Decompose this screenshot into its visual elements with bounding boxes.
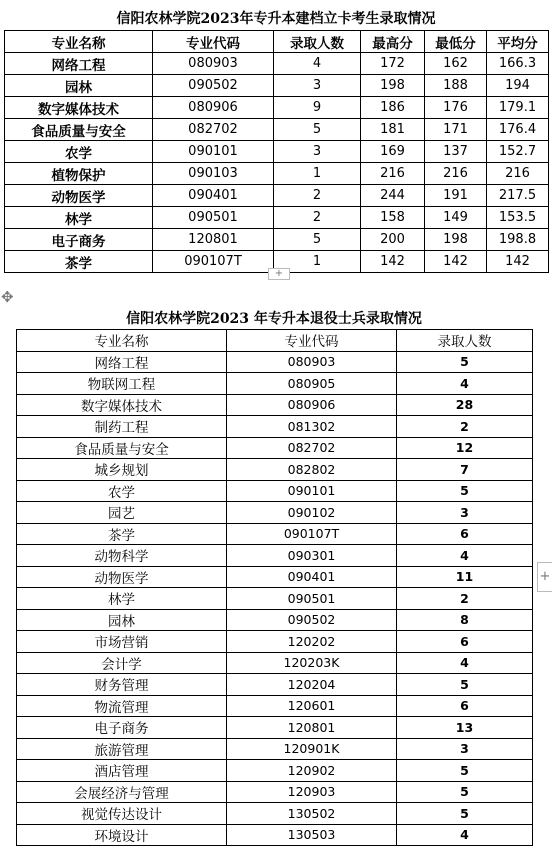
table2-cell: 物联网工程 bbox=[17, 373, 227, 395]
add-row-plus-icon[interactable]: + bbox=[268, 268, 290, 280]
table-row bbox=[17, 416, 533, 438]
table1-cell: 茶学 bbox=[5, 251, 153, 273]
table1-cell: 191 bbox=[425, 185, 487, 207]
table1-header-cell: 最高分 bbox=[361, 31, 425, 53]
table2-header-row bbox=[17, 330, 533, 352]
table-row bbox=[17, 502, 533, 524]
table2-cell: 会展经济与管理 bbox=[17, 781, 227, 803]
table2-header-cell: 专业代码 bbox=[227, 330, 397, 352]
table2-cell: 4 bbox=[397, 652, 533, 674]
table1-cell: 244 bbox=[361, 185, 425, 207]
table1-cell: 171 bbox=[425, 119, 487, 141]
table1-cell: 142 bbox=[487, 251, 549, 273]
table-row bbox=[17, 394, 533, 416]
table-row bbox=[17, 523, 533, 545]
table2-cell: 会计学 bbox=[17, 652, 227, 674]
table2-cell: 8 bbox=[397, 609, 533, 631]
table1-cell: 198.8 bbox=[487, 229, 549, 251]
table2-cell: 120203K bbox=[227, 652, 397, 674]
table2-cell: 数字媒体技术 bbox=[17, 394, 227, 416]
table2-cell: 5 bbox=[397, 803, 533, 825]
table2-cell: 5 bbox=[397, 480, 533, 502]
table1-title: 信阳农林学院2023年专升本建档立卡考生录取情况 bbox=[116, 11, 436, 27]
table2-cell: 130502 bbox=[227, 803, 397, 825]
table2-cell: 082702 bbox=[227, 437, 397, 459]
table1-header-cell: 专业名称 bbox=[5, 31, 153, 53]
table2-cell: 120202 bbox=[227, 631, 397, 653]
table1-cell: 179.1 bbox=[487, 97, 549, 119]
table1-cell: 080903 bbox=[153, 53, 274, 75]
table2-cell: 11 bbox=[397, 566, 533, 588]
table2-cell: 林学 bbox=[17, 588, 227, 610]
table1-header-cell: 专业代码 bbox=[153, 31, 274, 53]
table1-cell: 3 bbox=[274, 75, 361, 97]
table1-cell: 198 bbox=[425, 229, 487, 251]
table2-cell: 电子商务 bbox=[17, 717, 227, 739]
table2-cell: 物流管理 bbox=[17, 695, 227, 717]
table1-cell: 216 bbox=[361, 163, 425, 185]
table1-cell: 090501 bbox=[153, 207, 274, 229]
table1-cell: 090502 bbox=[153, 75, 274, 97]
table-row bbox=[17, 674, 533, 696]
table2-cell: 120801 bbox=[227, 717, 397, 739]
table2-cell: 081302 bbox=[227, 416, 397, 438]
table2-cell: 5 bbox=[397, 760, 533, 782]
table1-cell: 植物保护 bbox=[5, 163, 153, 185]
table2-cell: 农学 bbox=[17, 480, 227, 502]
table1-cell: 198 bbox=[361, 75, 425, 97]
table-row bbox=[5, 53, 549, 75]
table-row bbox=[17, 459, 533, 481]
table1-cell: 4 bbox=[274, 53, 361, 75]
table2-cell: 120601 bbox=[227, 695, 397, 717]
table2-cell: 120901K bbox=[227, 738, 397, 760]
table2-cell: 动物科学 bbox=[17, 545, 227, 567]
table2-cell: 080906 bbox=[227, 394, 397, 416]
table-row bbox=[17, 760, 533, 782]
table1-cell: 176 bbox=[425, 97, 487, 119]
table2-header-cell: 专业名称 bbox=[17, 330, 227, 352]
table2-cell: 食品质量与安全 bbox=[17, 437, 227, 459]
table-row bbox=[5, 119, 549, 141]
table1-cell: 080906 bbox=[153, 97, 274, 119]
table1-cell: 082702 bbox=[153, 119, 274, 141]
table1-cell: 142 bbox=[425, 251, 487, 273]
table-row bbox=[17, 545, 533, 567]
table2-cell: 5 bbox=[397, 781, 533, 803]
table2-header-cell: 录取人数 bbox=[397, 330, 533, 352]
table1-cell: 158 bbox=[361, 207, 425, 229]
table2-cell: 5 bbox=[397, 674, 533, 696]
table1-cell: 216 bbox=[487, 163, 549, 185]
table2-cell: 090401 bbox=[227, 566, 397, 588]
table1-cell: 1 bbox=[274, 251, 361, 273]
table1-cell: 176.4 bbox=[487, 119, 549, 141]
table-row bbox=[5, 97, 549, 119]
table1-cell: 林学 bbox=[5, 207, 153, 229]
table2-title: 信阳农林学院2023 年专升本退役士兵录取情况 bbox=[126, 311, 422, 327]
table1-cell: 090103 bbox=[153, 163, 274, 185]
table1-cell: 网络工程 bbox=[5, 53, 153, 75]
table-row bbox=[17, 566, 533, 588]
table1-cell: 1 bbox=[274, 163, 361, 185]
table2-cell: 5 bbox=[397, 351, 533, 373]
table1-cell: 090107T bbox=[153, 251, 274, 273]
table2-cell: 城乡规划 bbox=[17, 459, 227, 481]
table1-header-cell: 平均分 bbox=[487, 31, 549, 53]
table-row bbox=[17, 631, 533, 653]
table1-cell: 2 bbox=[274, 185, 361, 207]
table-row bbox=[17, 738, 533, 760]
table-row bbox=[5, 141, 549, 163]
table1-cell: 217.5 bbox=[487, 185, 549, 207]
table1-cell: 172 bbox=[361, 53, 425, 75]
table1-header-cell: 录取人数 bbox=[274, 31, 361, 53]
table-row bbox=[17, 588, 533, 610]
table2-cell: 090502 bbox=[227, 609, 397, 631]
table1-cell: 园林 bbox=[5, 75, 153, 97]
table-row bbox=[5, 185, 549, 207]
table1-registered-poverty bbox=[4, 30, 549, 273]
table1-header-cell: 最低分 bbox=[425, 31, 487, 53]
table2-cell: 4 bbox=[397, 373, 533, 395]
table2-cell: 制药工程 bbox=[17, 416, 227, 438]
table1-cell: 194 bbox=[487, 75, 549, 97]
table2-cell: 13 bbox=[397, 717, 533, 739]
table2-cell: 旅游管理 bbox=[17, 738, 227, 760]
table2-cell: 082802 bbox=[227, 459, 397, 481]
table1-cell: 166.3 bbox=[487, 53, 549, 75]
table-row bbox=[17, 351, 533, 373]
table-row bbox=[5, 229, 549, 251]
table1-cell: 090101 bbox=[153, 141, 274, 163]
table1-cell: 数字媒体技术 bbox=[5, 97, 153, 119]
table2-cell: 视觉传达设计 bbox=[17, 803, 227, 825]
table1-cell: 5 bbox=[274, 229, 361, 251]
table1-cell: 188 bbox=[425, 75, 487, 97]
table1-cell: 动物医学 bbox=[5, 185, 153, 207]
table1-cell: 152.7 bbox=[487, 141, 549, 163]
table1-cell: 电子商务 bbox=[5, 229, 153, 251]
table1-cell: 农学 bbox=[5, 141, 153, 163]
table2-cell: 080903 bbox=[227, 351, 397, 373]
table-row bbox=[5, 207, 549, 229]
table2-cell: 130503 bbox=[227, 824, 397, 846]
table1-cell: 200 bbox=[361, 229, 425, 251]
table2-cell: 动物医学 bbox=[17, 566, 227, 588]
table1-cell: 5 bbox=[274, 119, 361, 141]
table2-cell: 6 bbox=[397, 631, 533, 653]
table1-cell: 169 bbox=[361, 141, 425, 163]
table-row bbox=[17, 373, 533, 395]
table1-cell: 149 bbox=[425, 207, 487, 229]
move-cross-icon[interactable]: ✥ bbox=[1, 288, 14, 306]
table2-cell: 120903 bbox=[227, 781, 397, 803]
table-row bbox=[17, 609, 533, 631]
table1-cell: 9 bbox=[274, 97, 361, 119]
table2-cell: 市场营销 bbox=[17, 631, 227, 653]
table2-cell: 12 bbox=[397, 437, 533, 459]
table1-cell: 3 bbox=[274, 141, 361, 163]
table2-cell: 3 bbox=[397, 502, 533, 524]
table-row bbox=[17, 781, 533, 803]
table2-cell: 3 bbox=[397, 738, 533, 760]
table2-cell: 园艺 bbox=[17, 502, 227, 524]
table1-cell: 142 bbox=[361, 251, 425, 273]
table-row bbox=[17, 824, 533, 846]
table2-cell: 090501 bbox=[227, 588, 397, 610]
add-column-plus-icon[interactable]: + bbox=[537, 562, 552, 592]
table2-cell: 7 bbox=[397, 459, 533, 481]
table-row bbox=[17, 480, 533, 502]
table1-cell: 090401 bbox=[153, 185, 274, 207]
table-row bbox=[17, 437, 533, 459]
table1-cell: 137 bbox=[425, 141, 487, 163]
table1-cell: 186 bbox=[361, 97, 425, 119]
table1-cell: 216 bbox=[425, 163, 487, 185]
table2-cell: 环境设计 bbox=[17, 824, 227, 846]
table2-cell: 酒店管理 bbox=[17, 760, 227, 782]
table-row bbox=[17, 717, 533, 739]
table2-cell: 4 bbox=[397, 545, 533, 567]
table2-cell: 080905 bbox=[227, 373, 397, 395]
table1-cell: 162 bbox=[425, 53, 487, 75]
table-row bbox=[5, 163, 549, 185]
table2-cell: 2 bbox=[397, 416, 533, 438]
table2-cell: 120902 bbox=[227, 760, 397, 782]
table-row bbox=[17, 803, 533, 825]
table-row bbox=[17, 652, 533, 674]
table1-header-row bbox=[5, 31, 549, 53]
table2-cell: 6 bbox=[397, 523, 533, 545]
table-row bbox=[17, 695, 533, 717]
table2-cell: 4 bbox=[397, 824, 533, 846]
table-row bbox=[5, 75, 549, 97]
table2-veterans bbox=[16, 329, 533, 846]
table2-cell: 28 bbox=[397, 394, 533, 416]
table1-cell: 120801 bbox=[153, 229, 274, 251]
table2-cell: 茶学 bbox=[17, 523, 227, 545]
table2-cell: 6 bbox=[397, 695, 533, 717]
table1-cell: 153.5 bbox=[487, 207, 549, 229]
table2-cell: 090301 bbox=[227, 545, 397, 567]
table2-cell: 财务管理 bbox=[17, 674, 227, 696]
table1-cell: 食品质量与安全 bbox=[5, 119, 153, 141]
table2-cell: 120204 bbox=[227, 674, 397, 696]
table1-cell: 181 bbox=[361, 119, 425, 141]
table2-cell: 园林 bbox=[17, 609, 227, 631]
table2-cell: 网络工程 bbox=[17, 351, 227, 373]
table1-cell: 2 bbox=[274, 207, 361, 229]
table2-cell: 090107T bbox=[227, 523, 397, 545]
table2-cell: 2 bbox=[397, 588, 533, 610]
table2-cell: 090102 bbox=[227, 502, 397, 524]
table2-cell: 090101 bbox=[227, 480, 397, 502]
